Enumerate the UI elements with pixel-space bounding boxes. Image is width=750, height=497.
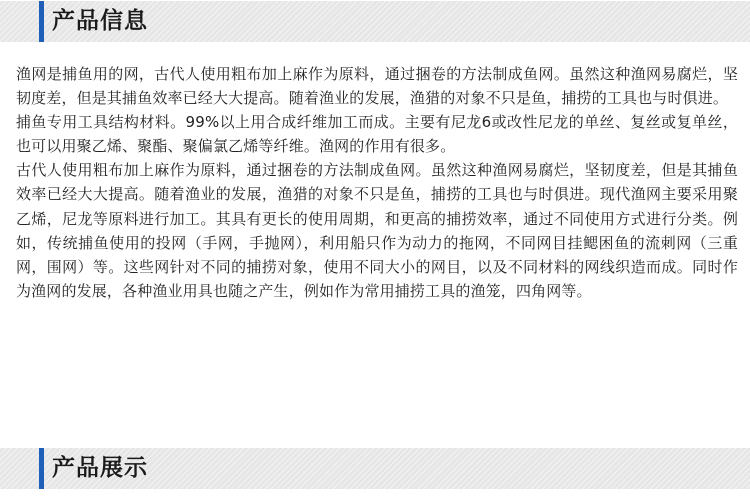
header-accent-bar — [39, 448, 44, 489]
description-paragraph-2: 捕鱼专用工具结构材料。99%以上用合成纤维加工而成。主要有尼龙6或改性尼龙的单丝、复丝或复单丝，也可以用聚乙烯、聚酯、聚偏氯乙烯等纤维。渔网的作用有很多。 — [16, 113, 738, 156]
header-accent-bar — [39, 1, 44, 42]
description-paragraph-3: 古代人使用粗布加上麻作为原料，通过捆卷的方法制成鱼网。虽然这种渔网易腐烂，坚韧度差，但是其捕鱼效率已经大大提高。随着渔业的发展，渔猎的对象不只是鱼，捕捞的工具也与时俱进。现代渔网主要采用聚乙烯，尼龙等原料进行加工。其具有更长的使用周期，和更高的捕捞效率，通过不同使用方式进行分类。例如，传统捕鱼使用的投网（手网，手抛网），利用船只作为动力的拖网，不同网目挂鳃困鱼的流刺网（三重网，围网）等。这些网针对不同的捕捞对象，使用不同大小的网目，以及不同材料的网线织造而成。同时作为渔网的发展，各种渔业用具也随之产生，例如作为常用捕捞工具的渔笼，四角网等。 — [16, 161, 738, 300]
description-paragraph-1: 渔网是捕鱼用的网，古代人使用粗布加上麻作为原料，通过捆卷的方法制成鱼网。虽然这种渔网易腐烂，坚韧度差，但是其捕鱼效率已经大大提高。随着渔业的发展，渔猎的对象不只是鱼，捕捞的工具也与时俱进。 — [16, 65, 738, 108]
product-showcase-title: 产品展示 — [52, 455, 148, 481]
product-showcase-header — [0, 448, 750, 489]
product-info-header — [0, 1, 750, 42]
product-description — [16, 62, 738, 303]
product-info-title: 产品信息 — [52, 8, 148, 34]
